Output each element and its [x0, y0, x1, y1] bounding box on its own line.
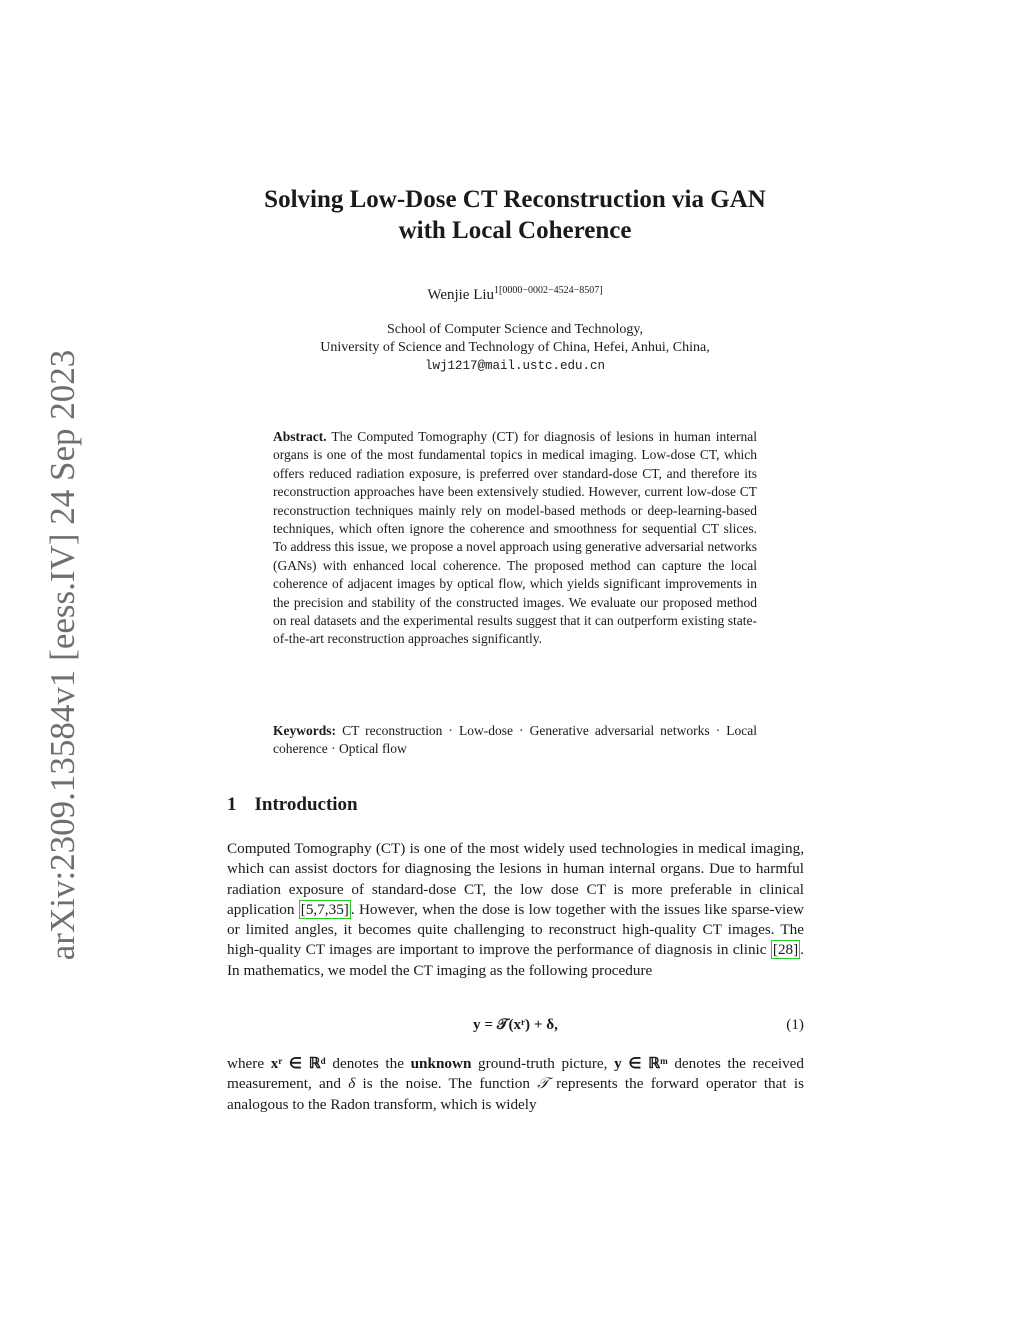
math-y: y ∈ ℝᵐ [614, 1055, 668, 1072]
abstract-text: The Computed Tomography (CT) for diagnosis of lesions in human internal organs is one of the most fundamental topics in medical imaging. Low-dose CT, which offers reduced radiation exposure, is preferred over standard-dose CT, and therefore its reconstruction approaches have been extensively studied. However, current low-dose CT reconstruction techniques mainly rely on model-based methods or deep-learning-based techniques, which often ignore the coherence and smoothness for sequential CT slices. To address this issue, we propose a novel approach using generative adversarial networks (GANs) with enhanced local coherence. The proposed method can capture the local coherence of adjacent images by optical flow, which yields significant improvements in the precision and stability of the constructed images. We evaluate our proposed method on real datasets and the experimental results suggest that it can outperform existing state-of-the-art reconstruction approaches significantly. [273, 429, 757, 647]
math-delta: δ [348, 1075, 356, 1093]
author-name: Wenjie Liu [427, 287, 495, 303]
author-email[interactable]: lwj1217@mail.ustc.edu.cn [424, 359, 606, 373]
intro-p2-text: represents the forward operator that is analogous to the Radon transform, which is widely [227, 1075, 804, 1113]
abstract-label: Abstract. [273, 429, 327, 444]
equation-body: y = 𝒯(xʳ) + δ, [473, 1016, 558, 1033]
arxiv-id-text: arXiv:2309.13584v1 [eess.IV] 24 Sep 2023 [43, 349, 82, 961]
intro-p2-text: denotes the [325, 1055, 411, 1072]
intro-p2-text: denotes the received measurement, and [227, 1055, 804, 1093]
section-heading-introduction [227, 794, 358, 816]
affiliation-line-2: University of Science and Technology of China, Hefei, Anhui, China, [320, 340, 710, 355]
keywords [273, 722, 757, 759]
affiliation-line-1: School of Computer Science and Technology, [386, 322, 644, 337]
equation-1 [227, 1016, 804, 1038]
intro-p2-text: is the noise. The function [355, 1075, 538, 1093]
citation-link[interactable]: [28] [772, 941, 799, 959]
abstract [273, 428, 757, 649]
keywords-text: CT reconstruction · Low-dose · Generative adversarial networks · Local coherence · Optical flow [273, 723, 758, 757]
section-number: 1 [227, 794, 237, 815]
equation-number: (1) [786, 1016, 804, 1033]
paper-title [200, 184, 830, 246]
author-line [300, 285, 730, 304]
intro-p2-text: where [227, 1055, 271, 1072]
section-title: Introduction [254, 794, 358, 815]
affiliation-block [240, 321, 790, 375]
emphasis-unknown: unknown [410, 1055, 472, 1072]
keywords-label: Keywords: [273, 723, 336, 738]
intro-p1-text-c: . In mathematics, we model the CT imaging as the following procedure [227, 941, 804, 979]
intro-paragraph-2 [227, 1054, 804, 1115]
author-orcid: 1[0000−0002−4524−8507] [494, 285, 603, 296]
intro-paragraph-1 [227, 839, 804, 981]
title-line-1: Solving Low-Dose CT Reconstruction via GAN [264, 186, 766, 213]
title-line-2: with Local Coherence [398, 217, 632, 244]
intro-p1-text-a: Computed Tomography (CT) is one of the most widely used technologies in medical imaging, which can assist doctors for diagnosing the lesions in human internal organs. Due to harmful radiation exposure of standard-dose CT, the low dose CT is more preferable in clinical application [227, 840, 804, 918]
arxiv-stamp [40, 350, 86, 960]
math-operator-T: 𝒯 [537, 1075, 549, 1093]
intro-p2-text: ground-truth picture, [471, 1055, 615, 1072]
intro-p1-text-b: . However, when the dose is low together with the issues like sparse-view or limited angles, it becomes quite challenging to reconstruct high-quality CT images. The high-quality CT images are important to improve the performance of diagnosis in clinic [227, 900, 804, 959]
math-xr: xʳ ∈ ℝᵈ [270, 1055, 326, 1072]
citation-link[interactable]: [5,7,35] [300, 900, 349, 918]
